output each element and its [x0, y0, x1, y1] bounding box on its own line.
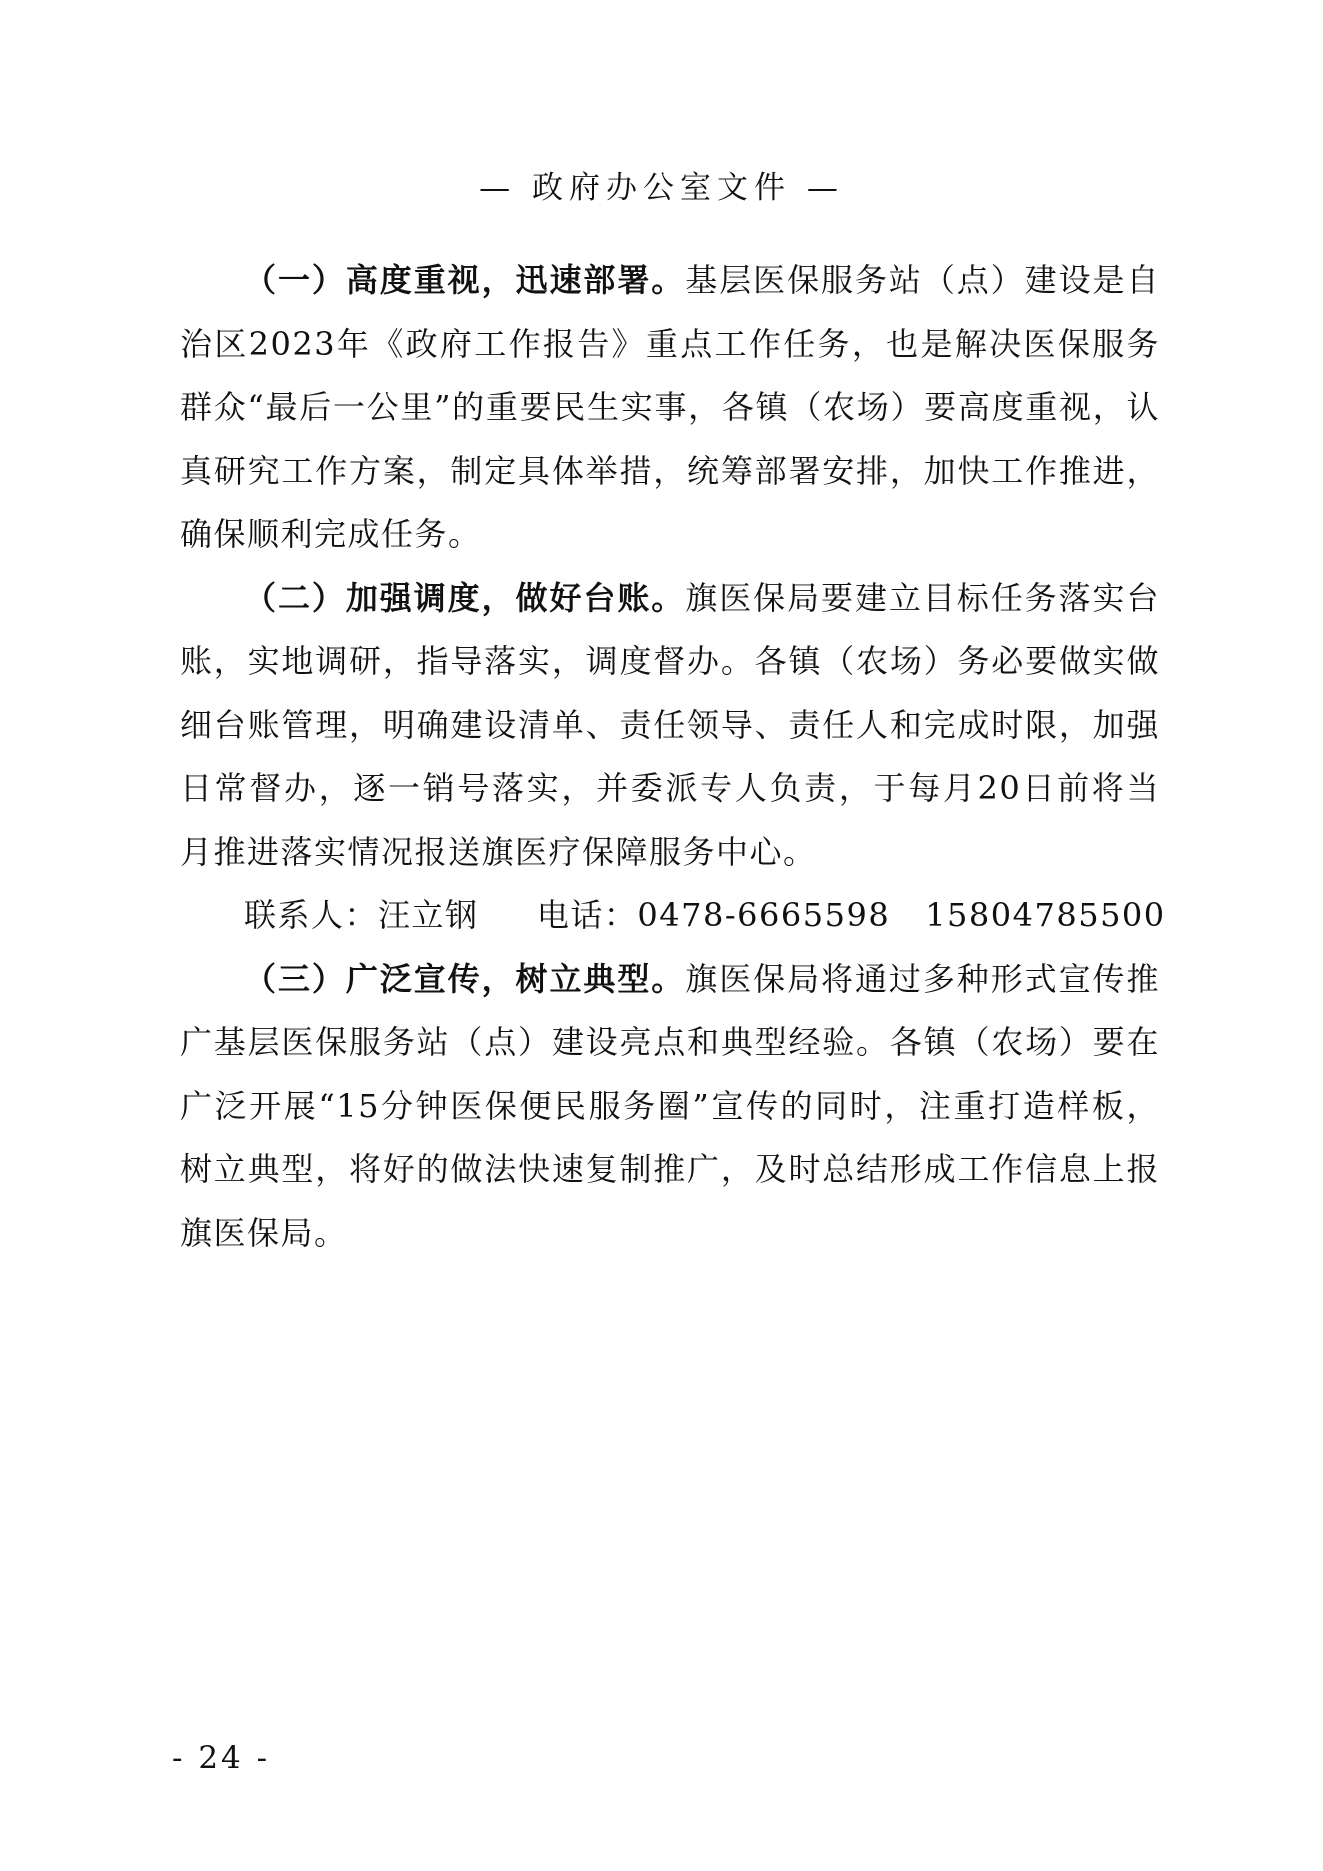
paragraph-1-text: 基层医保服务站（点）建设是自治区2023年《政府工作报告》重点工作任务，也是解决医保服务群众“最后一公里”的重要民生实事，各镇（农场）要高度重视，认真研究工作方案，制定具体举措，统筹部署安排，加快工作推进，确保顺利完成任务。: [180, 261, 1160, 553]
page-footer: [172, 1738, 270, 1778]
paragraph-3-heading: （三）广泛宣传，树立典型。: [244, 959, 686, 998]
contact-phone-1: 0478-6665598: [637, 896, 891, 934]
page-number: - 24 -: [172, 1740, 271, 1776]
contact-phone-label: 电话：: [536, 896, 638, 934]
contact-person-name: 汪立钢: [378, 896, 479, 934]
paragraph-2-heading: （二）加强调度，做好台账。: [244, 578, 686, 617]
paragraph-2: [180, 567, 1160, 885]
paragraph-1-heading: （一）高度重视，迅速部署。: [244, 261, 686, 299]
paragraph-2-text: 旗医保局要建立目标任务落实台账，实地调研，指导落实，调度督办。各镇（农场）务必要做实做细台账管理，明确建设清单、责任领导、责任人和完成时限，加强日常督办，逐一销号落实，并委派专人负责，于每月20日前将当月推进落实情况报送旗医疗保障服务中心。: [180, 578, 1160, 871]
paragraph-3-text: 旗医保局将通过多种形式宣传推广基层医保服务站（点）建设亮点和典型经验。各镇（农场）要在广泛开展“15分钟医保便民服务圈”宣传的同时，注重打造样板，树立典型，将好的做法快速复制推广，及时总结形成工作信息上报旗医保局。: [180, 959, 1160, 1252]
contact-person-label: 联系人：: [244, 896, 379, 934]
paragraph-1: [180, 249, 1160, 567]
contact-line: [180, 884, 1166, 948]
contact-phone-2: 15804785500: [925, 896, 1166, 934]
header-title: — 政府办公室文件 —: [479, 170, 844, 206]
document-body: [180, 249, 1166, 1265]
paragraph-3: [180, 948, 1160, 1266]
document-header: [0, 168, 1323, 208]
